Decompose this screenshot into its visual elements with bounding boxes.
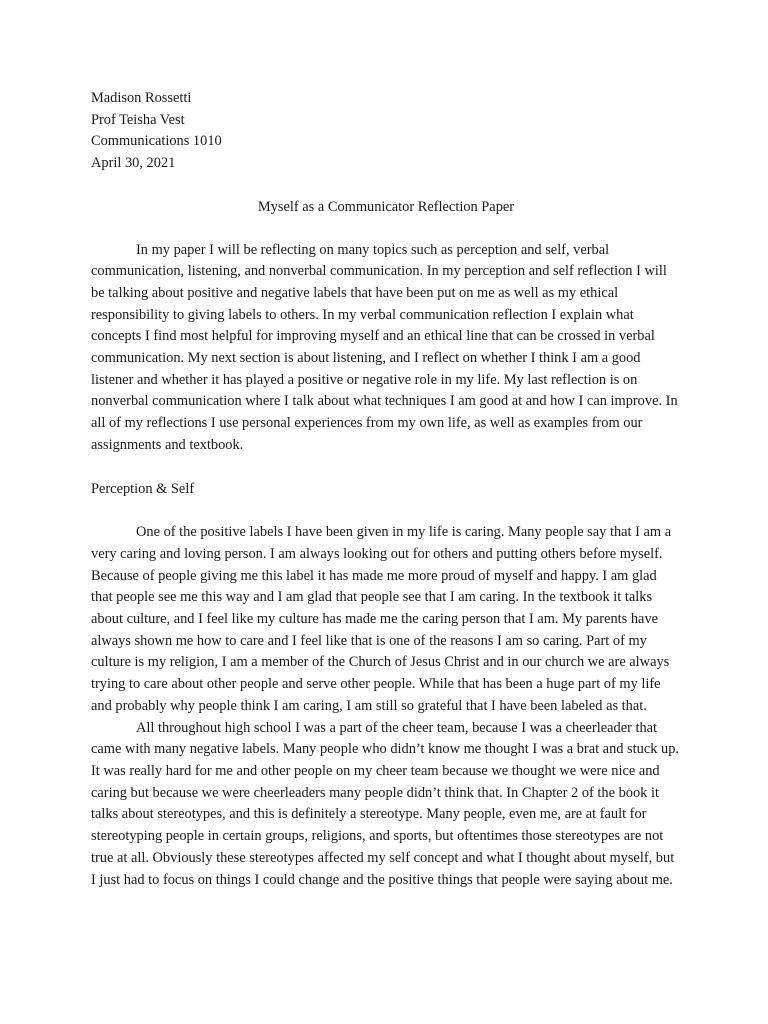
header-block [91,88,681,175]
section-heading: Perception & Self [91,480,195,497]
document-page [91,88,681,891]
body-paragraph: All throughout high school I was a part of the cheer team, because I was a cheerleader that came with many negative labels. Many people who didn’t know me thought I was a brat and stuck up. It was really hard for me and other people on my cheer team because we thought we were nice and caring but because we were cheerleaders many people didn’t think that. In Chapter 2 of the book it talks about stereotypes, and this is definitely a stereotype. Many people, even me, are at fault for stereotyping people in certain groups, religions, and sports, but oftentimes those stereotypes are not true at all. Obviously these stereotypes affected my self concept and what I thought about myself, but I just had to focus on things I could change and the positive things that people were saying about me. [91,719,680,888]
course-name: Communications 1010 [91,133,222,150]
paper-title: Myself as a Communicator Reflection Paper [257,198,515,215]
paper-date: April 30, 2021 [91,155,176,172]
intro-paragraph: In my paper I will be reflecting on many topics such as perception and self, verbal communication, listening, and nonverbal communication. In my perception and self reflection I will be talking about positive and negative labels that have been put on me as well as my ethical responsibility to giving labels to others. In my verbal communication reflection I explain what concepts I find most helpful for improving myself and an ethical line that can be crossed in verbal communication. My next section is about listening, and I reflect on whether I think I am a good listener and whether it has played a positive or negative role in my life. My last reflection is on nonverbal communication where I talk about what techniques I am good at and how I can improve. In all of my reflections I use personal experiences from my own life, as well as examples from our assignments and textbook. [91,241,678,453]
author-name: Madison Rossetti [91,90,192,106]
professor-name: Prof Teisha Vest [91,111,185,128]
body-paragraph: One of the positive labels I have been given in my life is caring. Many people say that I am a very caring and loving person. I am always looking out for others and putting others before myself. Because of people giving me this label it has made me more proud of myself and happy. I am glad that people see me this way and I am glad that people see that I am caring. In the textbook it talks about culture, and I feel like my culture has made me the caring person that I am. My parents have always shown me how to care and I feel like that is one of the reasons I am so caring. Part of my culture is my religion, I am a member of the Church of Jesus Christ and in our church we are always trying to care about other people and serve other people. While that has been a huge part of my life and probably why people think I am caring, I am still so grateful that I have been labeled as that. [91,524,672,714]
